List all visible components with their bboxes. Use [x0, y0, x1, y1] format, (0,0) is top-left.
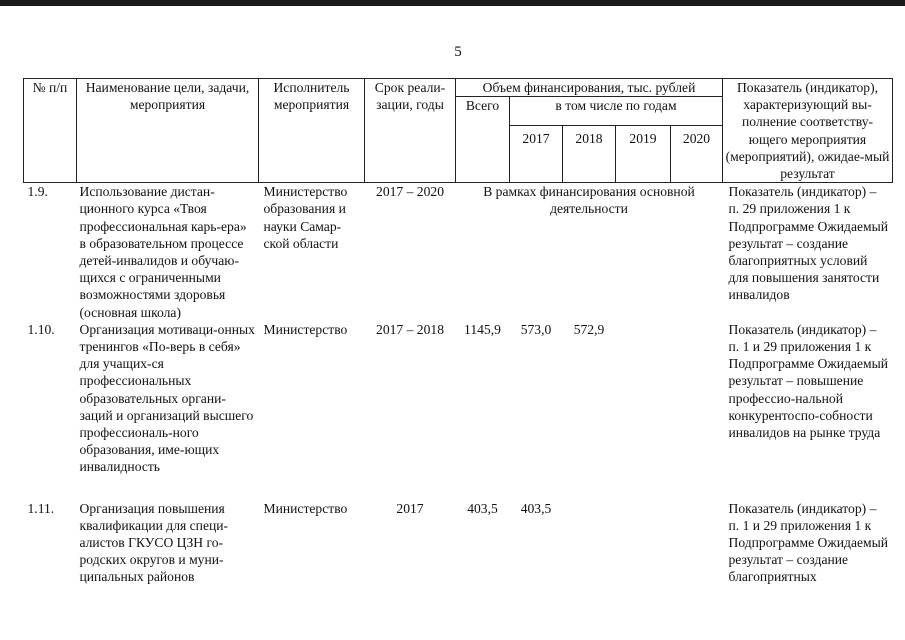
- row-num: 1.10.: [27, 321, 55, 337]
- row-name: Организация мотиваци-онных тренингов «По-верь в себя» для учащих-ся профессиональных образовательных органи-заций и организаций высшего профессиональ-ного образования, име-ющих инвалидность: [79, 321, 255, 475]
- row-year-2018: 572,9: [573, 321, 605, 337]
- row-total: 403,5: [467, 500, 498, 516]
- header-year-2020: 2020: [671, 126, 723, 183]
- row-executor: Министерство: [263, 321, 348, 337]
- header-total: Всего: [456, 97, 510, 183]
- header-year-2017: 2017: [510, 126, 563, 183]
- header-num: № п/п: [24, 79, 77, 183]
- row-indicator: Показатель (индикатор) – п. 1 и 29 приложения 1 к Подпрограмме Ожидаемый результат – создание благоприятных: [728, 500, 889, 585]
- row-year-2018: [563, 500, 616, 586]
- table-row: [24, 183, 893, 321]
- header-year-2019: 2019: [616, 126, 671, 183]
- header-executor: Исполнитель мероприятия: [259, 79, 365, 183]
- row-term: 2017 – 2020: [376, 184, 444, 200]
- measures-table: [23, 78, 893, 586]
- row-year-2017: 403,5: [520, 500, 552, 516]
- row-term: 2017 – 2018: [376, 321, 444, 337]
- row-num: 1.9.: [27, 184, 48, 200]
- scan-top-edge: [0, 0, 905, 6]
- header-funding: Объем финансирования, тыс. рублей: [456, 79, 723, 97]
- row-name: Организация повышения квалификации для специ-алистов ГКУСО ЦЗН го-родских округов и муни-ципальных районов: [79, 500, 229, 585]
- row-executor: Министерство: [263, 500, 348, 516]
- row-indicator: Показатель (индикатор) – п. 1 и 29 приложения 1 к Подпрограмме Ожидаемый результат – повышение профессио-нальной конкурентоспо-собности инвалидов на рынке труда: [728, 321, 889, 441]
- row-funding-note: В рамках финансирования основной деятельности: [483, 184, 695, 217]
- table-row: [24, 500, 893, 586]
- row-spacer: [24, 476, 893, 500]
- row-year-2020: [671, 321, 723, 476]
- table-row: [24, 321, 893, 476]
- row-year-2019: [616, 500, 671, 586]
- row-year-2019: [616, 321, 671, 476]
- row-year-2020: [671, 500, 723, 586]
- header-name: Наименование цели, задачи, мероприятия: [77, 79, 259, 183]
- row-num: 1.11.: [27, 500, 55, 516]
- page-number: 5: [454, 44, 462, 60]
- header-indicator: Показатель (индикатор), характеризующий вы-полнение соответству-ющего мероприятия (мероприятий), ожидае-мый результат: [723, 79, 893, 183]
- header-by-years: в том числе по годам: [510, 97, 723, 126]
- row-total: 1145,9: [464, 321, 501, 337]
- row-executor: Министерство образования и науки Самар-ской области: [263, 184, 348, 251]
- row-indicator: Показатель (индикатор) – п. 29 приложения 1 к Подпрограмме Ожидаемый результат – создание благоприятных условий для повышения занятости инвалидов: [728, 184, 889, 303]
- row-year-2017: 573,0: [520, 321, 552, 337]
- header-year-2018: 2018: [563, 126, 616, 183]
- header-term: Срок реали-зации, годы: [365, 79, 456, 183]
- row-name: Использование дистан-ционного курса «Твоя профессиональная карь-ера» в образовательном процессе детей-инвалидов и обучаю-щихся с ограниченными возможностями здоровья (основная школа): [79, 184, 247, 320]
- row-term: 2017: [396, 500, 424, 516]
